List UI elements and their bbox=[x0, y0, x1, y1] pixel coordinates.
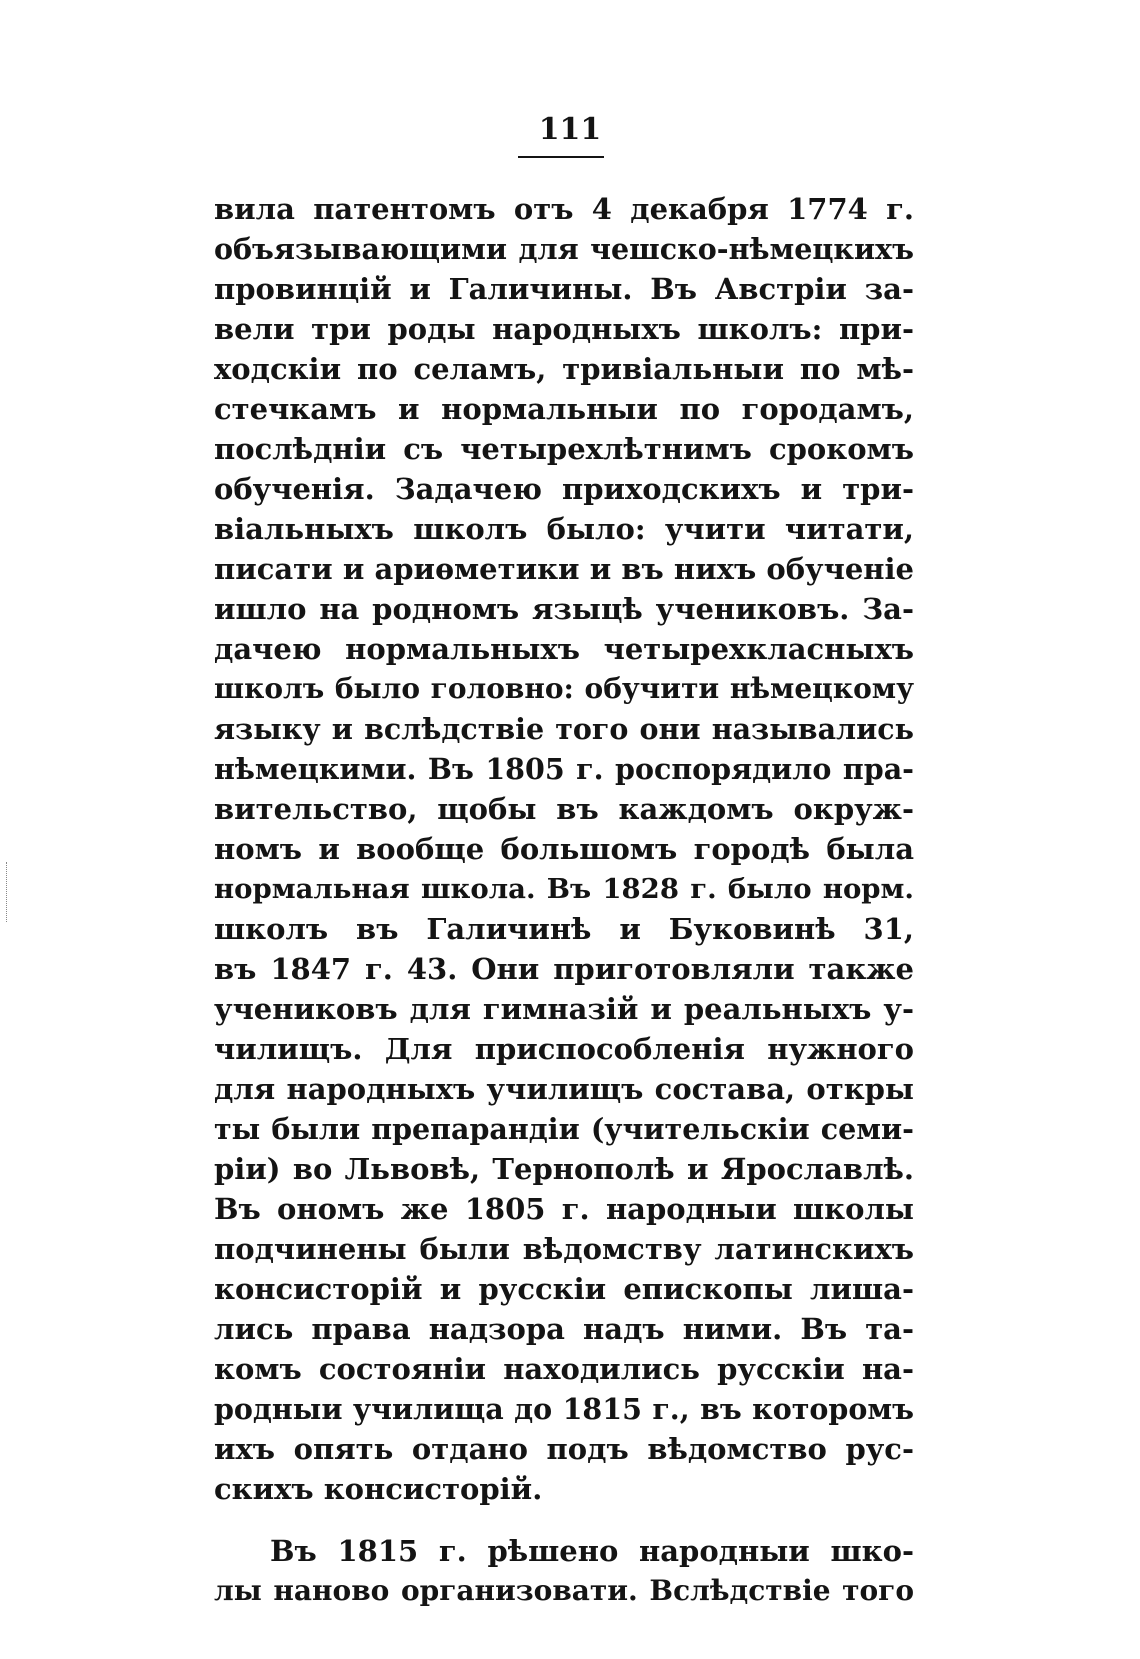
text-line: для народныхъ училищъ состава, откры bbox=[214, 1072, 914, 1106]
text-line: вели три роды народныхъ школъ: при- bbox=[214, 312, 914, 346]
text-line: вительство, щобы въ каждомъ окруж- bbox=[214, 792, 914, 826]
text-line: ты были препарандіи (учительскіи семи- bbox=[214, 1112, 914, 1146]
paragraph-gap bbox=[214, 1509, 914, 1531]
paragraph-2 bbox=[214, 1531, 914, 1611]
text-line: обученія. Задачею приходскихъ и три- bbox=[214, 472, 914, 506]
text-line: учениковъ для гимназій и реальныхъ у- bbox=[214, 992, 914, 1026]
text-line: лись права надзора надъ ними. Въ та- bbox=[214, 1312, 914, 1346]
text-line: Въ 1815 г. рѣшено народныи шко- bbox=[270, 1534, 914, 1568]
text-line: консисторій и русскіи епископы лиша- bbox=[214, 1272, 914, 1306]
text-line: лы наново организовати. Вслѣдствіе того bbox=[214, 1574, 914, 1607]
text-line: нѣмецкими. Въ 1805 г. роспорядило пра- bbox=[214, 752, 914, 786]
text-line: языку и вслѣдствіе того они назывались bbox=[214, 712, 914, 746]
text-line: школъ было головно: обучити нѣмецкому bbox=[214, 672, 914, 705]
text-line: ріи) во Львовѣ, Тернополѣ и Ярославлѣ. bbox=[214, 1152, 914, 1186]
text-line: родныи училища до 1815 г., въ которомъ bbox=[214, 1392, 914, 1426]
margin-dotted-mark bbox=[6, 862, 9, 922]
paragraph-1 bbox=[214, 189, 914, 1509]
page-number: 111 bbox=[538, 112, 602, 147]
body-text bbox=[214, 189, 914, 1611]
text-line: віальныхъ школъ было: учити читати, bbox=[214, 512, 914, 546]
text-line: ихъ опять отдано подъ вѣдомство рус- bbox=[214, 1432, 914, 1466]
text-line: писати и ариѳметики и въ нихъ обученіе bbox=[214, 552, 914, 586]
text-line: номъ и вообще большомъ городѣ была bbox=[214, 832, 914, 866]
text-line: вила патентомъ отъ 4 декабря 1774 г. bbox=[214, 192, 914, 226]
text-line: дачею нормальныхъ четырехкласныхъ bbox=[214, 632, 914, 666]
text-line: школъ въ Галичинѣ и Буковинѣ 31, bbox=[214, 912, 914, 946]
text-line: подчинены были вѣдомству латинскихъ bbox=[214, 1232, 914, 1266]
text-line: стечкамъ и нормальныи по городамъ, bbox=[214, 392, 914, 426]
text-line: послѣдніи съ четырехлѣтнимъ срокомъ bbox=[214, 432, 914, 466]
text-line: объязывающими для чешско-нѣмецкихъ bbox=[214, 232, 914, 266]
text-line: Въ ономъ же 1805 г. народныи школы bbox=[214, 1192, 914, 1226]
text-line: чилищъ. Для приспособленія нужного bbox=[214, 1032, 914, 1066]
text-line: въ 1847 г. 43. Они приготовляли также bbox=[214, 952, 914, 986]
page-number-rule bbox=[518, 156, 604, 158]
text-line: нормальная школа. Въ 1828 г. было норм. bbox=[214, 873, 914, 905]
text-line: комъ состояніи находились русскіи на- bbox=[214, 1352, 914, 1386]
text-line: провинцій и Галичины. Въ Австріи за- bbox=[214, 272, 914, 306]
text-line: ишло на родномъ языцѣ учениковъ. За- bbox=[214, 592, 914, 626]
text-line: скихъ консисторій. bbox=[214, 1472, 543, 1506]
text-line: ходскіи по селамъ, тривіальныи по мѣ- bbox=[214, 352, 914, 386]
